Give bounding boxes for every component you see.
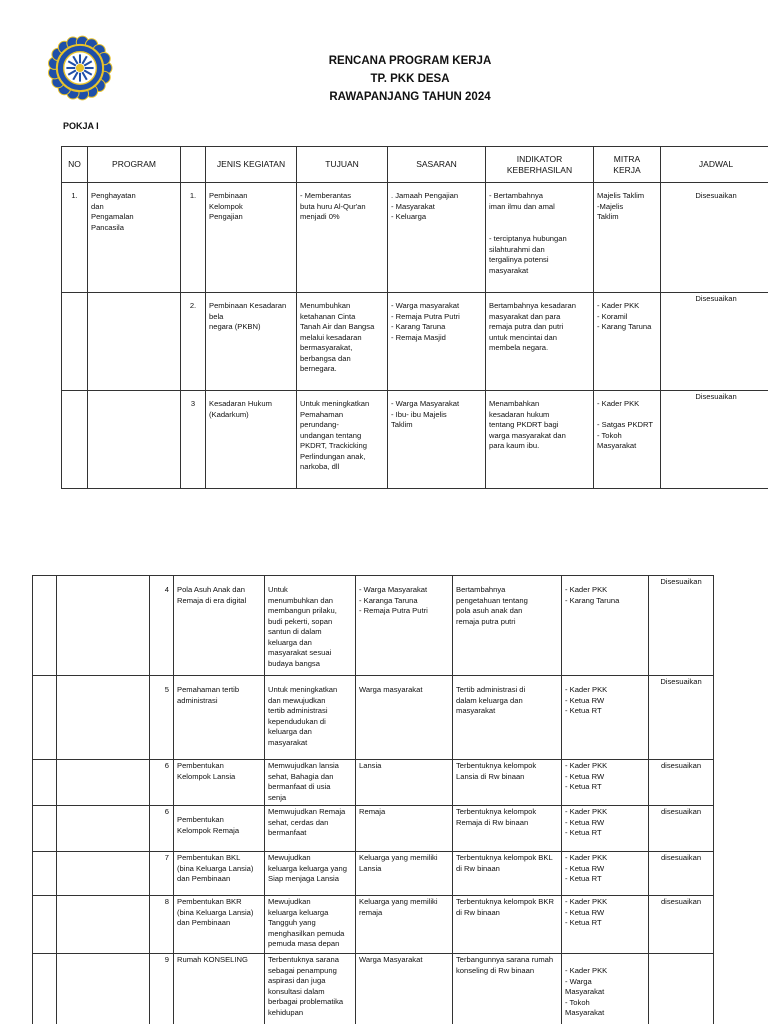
row-sasaran: - Warga Masyarakat - Karanga Taruna - Remaja Putra Putri [356,576,453,676]
row-program [57,896,150,954]
row-kegiatan: Pembentukan BKR (bina Keluarga Lansia) dan Pembinaan [174,896,265,954]
row-sasaran: Warga Masyarakat [356,954,453,1024]
row-program [57,760,150,806]
table-row [33,852,714,896]
row-tujuan: Untuk meningkatkan dan mewujudkan tertib administrasi kependudukan di keluarga dan masyarakat [265,676,356,760]
row-mitra: Majelis Taklim -Majelis Taklim [594,183,661,293]
indikator-b: - terciptanya hubungan silahturahmi dan tergalinya potensi masyarakat [489,234,567,275]
row-program: Penghayatan dan Pengamalan Pancasila [88,183,181,293]
header-tujuan: TUJUAN [297,147,388,183]
row-program [57,806,150,852]
row-indikator: Terbangunnya sarana rumah konseling di Rw binaan [453,954,562,1024]
title-line-3: RAWAPANJANG TAHUN 2024 [329,91,491,103]
row-sasaran: - Warga Masyarakat - Ibu- ibu Majelis Taklim [388,391,486,489]
header-mitra-kerja: MITRA KERJA [594,147,661,183]
row-mitra: - Kader PKK - Ketua RW - Ketua RT [562,760,649,806]
row-jadwal: Disesuaikan [661,391,768,489]
row-num: 7 [150,852,174,896]
row-jadwal: Disesuaikan [661,293,768,391]
row-mitra: - Kader PKK - Karang Taruna [562,576,649,676]
row-num: 8 [150,896,174,954]
row-no [62,293,88,391]
row-mitra: - Kader PKK - Ketua RW - Ketua RT [562,806,649,852]
row-program [57,954,150,1024]
row-no [33,806,57,852]
program-table-page-2 [32,575,714,1024]
row-indikator: Bertambahnya kesadaran masyarakat dan para remaja putra dan putri untuk mencintai dan membela negara. [486,293,594,391]
table-row [33,954,714,1024]
row-tujuan: - Memberantas buta huru Al-Qur'an menjadi 0% [297,183,388,293]
row-no [33,760,57,806]
table-row [33,576,714,676]
table-row [33,760,714,806]
row-indikator [486,183,594,293]
row-indikator: Terbentuknya kelompok Lansia di Rw binaan [453,760,562,806]
row-sasaran: Warga masyarakat [356,676,453,760]
row-sasaran: . Jamaah Pengajian - Masyarakat - Keluarga [388,183,486,293]
row-kegiatan: Pembinaan Kesadaran bela negara (PKBN) [206,293,297,391]
table-row [33,806,714,852]
row-mitra: - Kader PKK - Satgas PKDRT - Tokoh Masyarakat [594,391,661,489]
row-jadwal: Disesuaikan [649,576,714,676]
row-program [57,852,150,896]
row-no: 1. [62,183,88,293]
header-jenis-kegiatan: JENIS KEGIATAN [206,147,297,183]
row-no [33,676,57,760]
row-tujuan: Memwujudkan lansia sehat, Bahagia dan bermanfaat di usia senja [265,760,356,806]
program-table-page-1 [61,146,768,489]
row-program [57,676,150,760]
row-jadwal: disesuaikan [649,760,714,806]
row-num: 3 [181,391,206,489]
header-jadwal: JADWAL [661,147,768,183]
header-indikator: INDIKATOR KEBERHASILAN [486,147,594,183]
row-tujuan: Mewujudkan keluarga keluarga yang Siap menjaga Lansia [265,852,356,896]
row-num: 5 [150,676,174,760]
header-blank [181,147,206,183]
row-kegiatan: Kesadaran Hukum (Kadarkum) [206,391,297,489]
row-no [33,896,57,954]
indikator-a: - Bertambahnya iman ilmu dan amal [489,191,555,211]
row-kegiatan: Pembentukan Kelompok Remaja [174,806,265,852]
header-program: PROGRAM [88,147,181,183]
row-kegiatan: Rumah KONSELING [174,954,265,1024]
row-kegiatan: Pembentukan BKL (bina Keluarga Lansia) dan Pembinaan [174,852,265,896]
document-title [240,52,580,106]
row-tujuan: Mewujudkan keluarga keluarga Tangguh yang menghasilkan pemuda pemuda masa depan [265,896,356,954]
row-num: 6 [150,760,174,806]
row-program [88,391,181,489]
table-row [62,183,768,293]
row-sasaran: Keluarga yang memiliki remaja [356,896,453,954]
row-num: 4 [150,576,174,676]
row-program [57,576,150,676]
row-indikator: Terbentuknya kelompok BKL di Rw binaan [453,852,562,896]
row-mitra: - Kader PKK - Ketua RW - Ketua RT [562,676,649,760]
row-jadwal: Disesuaikan [661,183,768,293]
row-num: 6 [150,806,174,852]
row-indikator: Terbentuknya kelompok BKR di Rw binaan [453,896,562,954]
pkk-emblem-logo [46,34,114,102]
row-kegiatan: Pembentukan Kelompok Lansia [174,760,265,806]
header-sasaran: SASARAN [388,147,486,183]
row-num: 9 [150,954,174,1024]
table-row [62,391,768,489]
row-mitra: - Kader PKK - Koramil - Karang Taruna [594,293,661,391]
row-jadwal: disesuaikan [649,852,714,896]
row-sasaran: Lansia [356,760,453,806]
row-mitra: - Kader PKK - Warga Masyarakat - Tokoh Masyarakat [562,954,649,1024]
table-header-row [62,147,768,183]
row-kegiatan: Pembinaan Kelompok Pengajian [206,183,297,293]
section-label: POKJA I [63,121,99,131]
row-tujuan: Memwujudkan Remaja sehat, cerdas dan bermanfaat [265,806,356,852]
row-jadwal: disesuaikan [649,806,714,852]
row-tujuan: Untuk menumbuhkan dan membangun prilaku, budi pekerti, sopan santun di dalam keluarga dan masyarakat sesuai budaya bangsa [265,576,356,676]
row-no [62,391,88,489]
row-tujuan: Menumbuhkan ketahanan Cinta Tanah Air dan Bangsa melalui kesadaran bermasyarakat, berbangsa dan bernegara. [297,293,388,391]
row-kegiatan: Pola Asuh Anak dan Remaja di era digital [174,576,265,676]
row-mitra: - Kader PKK - Ketua RW - Ketua RT [562,896,649,954]
row-indikator: Menambahkan kesadaran hukum tentang PKDRT bagi warga masyarakat dan para kaum ibu. [486,391,594,489]
header-no: NO [62,147,88,183]
table-row [33,676,714,760]
title-line-2: TP. PKK DESA [370,73,450,85]
table-row [33,896,714,954]
row-num: 2. [181,293,206,391]
table-row [62,293,768,391]
title-line-1: RENCANA PROGRAM KERJA [328,55,492,67]
row-sasaran: Keluarga yang memiliki Lansia [356,852,453,896]
row-indikator: Tertib administrasi di dalam keluarga dan masyarakat [453,676,562,760]
row-num: 1. [181,183,206,293]
row-tujuan: Untuk meningkatkan Pemahaman perundang- undangan tentang PKDRT, Trackicking Perlindungan anak, narkoba, dll [297,391,388,489]
row-jadwal [649,954,714,1024]
row-tujuan: Terbentuknya sarana sebagai penampung aspirasi dan juga konsultasi dalam berbagai problematika kehidupan [265,954,356,1024]
row-indikator: Bertambahnya pengetahuan tentang pola asuh anak dan remaja putra putri [453,576,562,676]
row-jadwal: Disesuaikan [649,676,714,760]
row-sasaran: - Warga masyarakat - Remaja Putra Putri - Karang Taruna - Remaja Masjid [388,293,486,391]
row-indikator: Terbentuknya kelompok Remaja di Rw binaan [453,806,562,852]
row-mitra: - Kader PKK - Ketua RW - Ketua RT [562,852,649,896]
row-kegiatan: Pemahaman tertib administrasi [174,676,265,760]
row-no [33,852,57,896]
row-sasaran: Remaja [356,806,453,852]
row-no [33,954,57,1024]
row-no [33,576,57,676]
row-jadwal: disesuaikan [649,896,714,954]
row-program [88,293,181,391]
